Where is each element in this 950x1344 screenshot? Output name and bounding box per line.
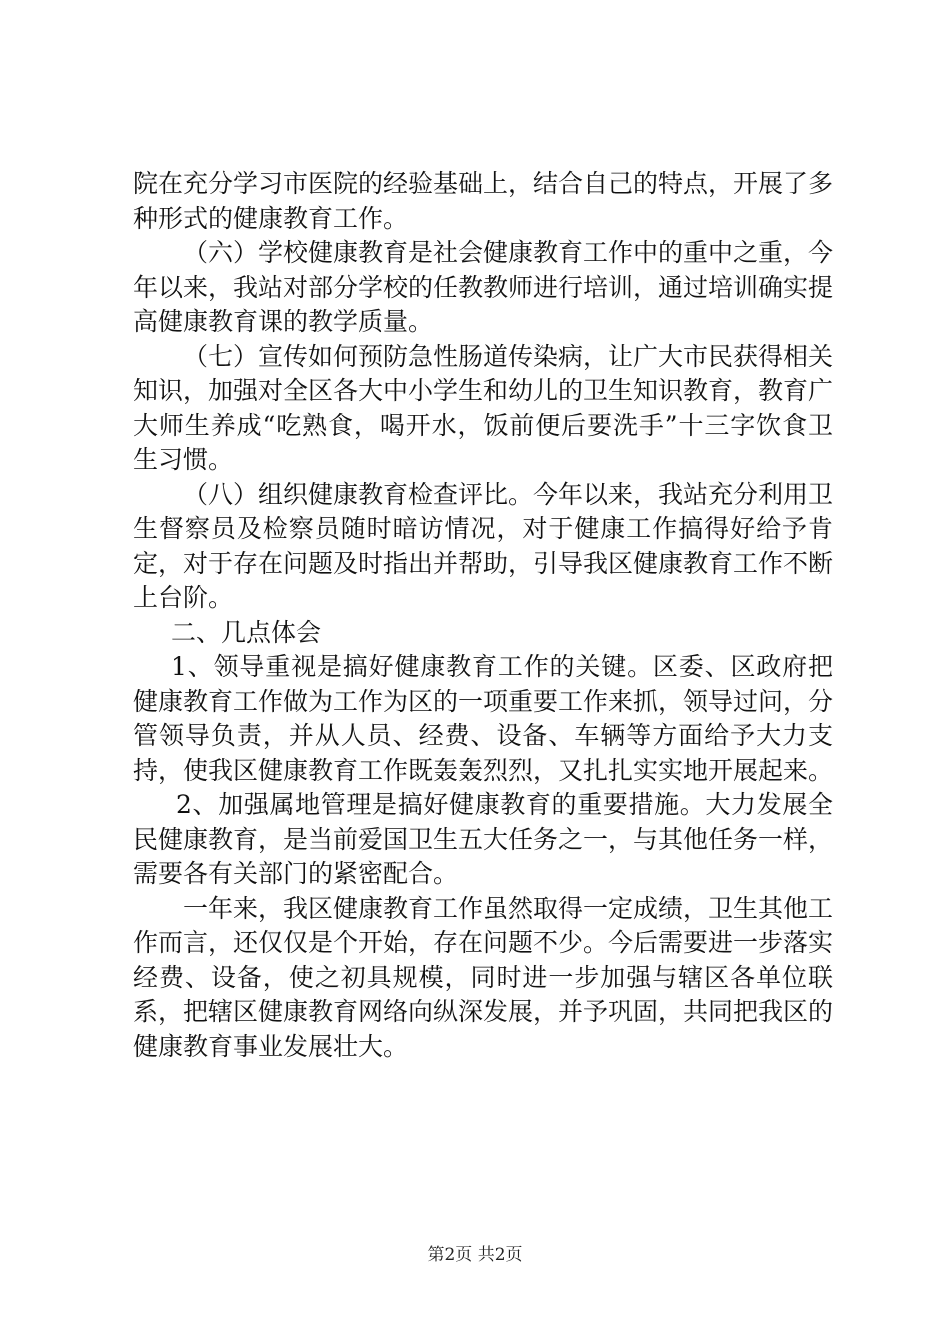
paragraph: 院在充分学习市医院的经验基础上，结合自己的特点，开展了多种形式的健康教育工作。 — [133, 169, 834, 233]
page-number: 第2页 共2页 — [427, 1245, 523, 1265]
paragraph: 2、加强属地管理是搞好健康教育的重要措施。大力发展全民健康教育，是当前爱国卫生五大任务之一，与其他任务一样，需要各有关部门的紧密配合。 — [133, 790, 834, 888]
paragraph: 一年来，我区健康教育工作虽然取得一定成绩，卫生其他工作而言，还仅仅是个开始，存在问题不少。今后需要进一步落实经费、设备，使之初具规模，同时进一步加强与辖区各单位联系，把辖区健康教育网络向纵深发展，并予巩固，共同把我区的健康教育事业发展壮大。 — [133, 893, 834, 1061]
paragraph: （七）宣传如何预防急性肠道传染病，让广大市民获得相关知识，加强对全区各大中小学生和幼儿的卫生知识教育，教育广大师生养成“吃熟食，喝开水，饭前便后要洗手”十三字饮食卫生习惯。 — [133, 341, 834, 474]
page-footer — [0, 1240, 950, 1265]
document-body — [133, 167, 833, 1064]
paragraph: 1、领导重视是搞好健康教育工作的关键。区委、区政府把健康教育工作做为工作为区的一项重要工作来抓，领导过问，分管领导负责，并从人员、经费、设备、车辆等方面给予大力支持，使我区健康教育工作既轰轰烈烈，又扎扎实实地开展起来。 — [133, 652, 834, 785]
paragraph: （八）组织健康教育检查评比。今年以来，我站充分利用卫生督察员及检察员随时暗访情况，对于健康工作搞得好给予肯定，对于存在问题及时指出并帮助，引导我区健康教育工作不断上台阶。 — [133, 479, 834, 612]
paragraph: （六）学校健康教育是社会健康教育工作中的重中之重，今年以来，我站对部分学校的任教教师进行培训，通过培训确实提高健康教育课的教学质量。 — [133, 238, 834, 336]
section-heading: 二、几点体会 — [171, 617, 322, 647]
